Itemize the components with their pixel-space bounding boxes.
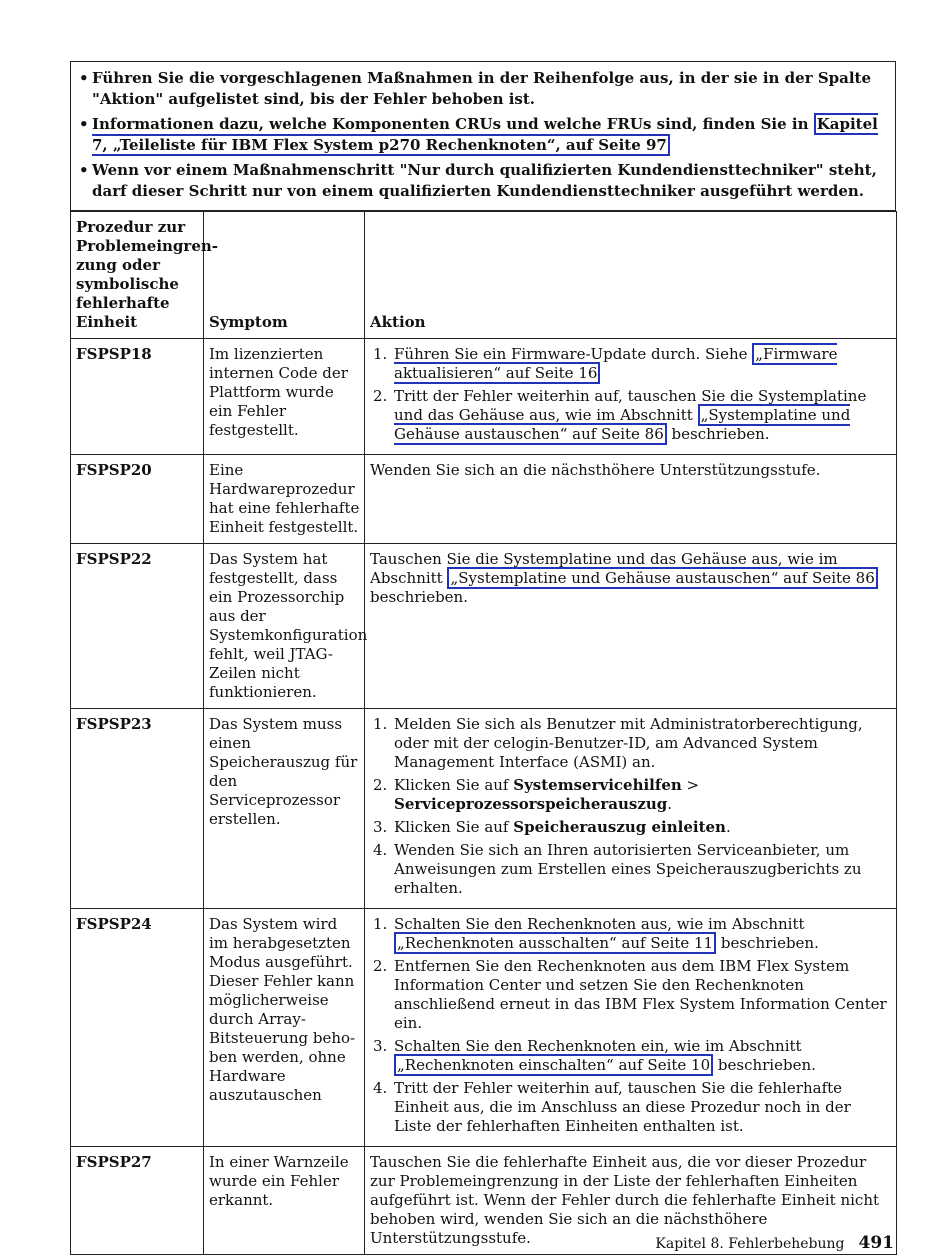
list-item: 2. Tritt der Fehler weiterhin auf, tauschen Sie die Systemplatine und das Gehäuse aus, wie im Abschnitt „Systemplatine und Gehäuse austauschen“ auf Seite 86 beschrieben. bbox=[373, 387, 867, 443]
list-item: 2. Entfernen Sie den Rechenknoten aus dem IBM Flex System Information Center und setzen Sie den Rechenknoten anschließend erneut in das IBM Flex System Information Center ein. bbox=[373, 957, 887, 1032]
list-item: 3. Schalten Sie den Rechenknoten ein, wie im Abschnitt „Rechenknoten einschalten“ auf Seite 10 beschrieben. bbox=[373, 1037, 816, 1074]
notes-box bbox=[70, 61, 896, 211]
note-item bbox=[79, 114, 885, 156]
procedure-code: FSPSP27 bbox=[71, 1147, 204, 1255]
list-item: 3. Klicken Sie auf Speicherauszug einleiten. bbox=[373, 818, 731, 836]
list-item: 1. Führen Sie ein Firmware-Update durch. Siehe „Firmware aktualisieren“ auf Seite 16 bbox=[373, 345, 838, 382]
table-header-row bbox=[71, 212, 897, 339]
table-row bbox=[71, 909, 897, 1147]
action-steps bbox=[370, 345, 892, 444]
symptom-text: In einer Warnzeile wurde ein Fehler erkannt. bbox=[204, 1147, 365, 1255]
note-text: Führen Sie die vorgeschlagenen Maßnahmen in der Reihenfolge aus, in der sie in der Spalte "Aktion" aufgelistet sind, bis der Fehler behoben ist. bbox=[92, 69, 872, 108]
list-item: 4. Wenden Sie sich an Ihren autorisierten Serviceanbieter, um Anweisungen zum Erstellen eines Speicherauszugberichts zu erhalten. bbox=[373, 841, 862, 897]
note-item bbox=[79, 68, 885, 110]
list-item: 1. Schalten Sie den Rechenknoten aus, wie im Abschnitt „Rechenknoten ausschalten“ auf Seite 11 beschrieben. bbox=[373, 915, 819, 952]
systemplatine-link[interactable]: „Systemplatine und Gehäuse austauschen“ auf Seite 86 bbox=[447, 567, 877, 589]
action-steps bbox=[370, 915, 892, 1136]
table-row bbox=[71, 339, 897, 455]
page-number: 491 bbox=[858, 1233, 894, 1253]
bullet: • bbox=[79, 69, 89, 87]
procedure-code: FSPSP23 bbox=[71, 709, 204, 909]
list-item: 4. Tritt der Fehler weiterhin auf, tauschen Sie die fehlerhafte Einheit aus, die im Anschluss an diese Prozedur noch in der Liste der fehlerhaften Einheiten enthalten ist. bbox=[373, 1079, 851, 1135]
note-item bbox=[79, 160, 885, 202]
firmware-link[interactable]: „Firmware aktualisieren“ auf Seite 16 bbox=[394, 345, 838, 382]
systemplatine-link[interactable]: „Systemplatine und Gehäuse austauschen“ auf Seite 86 bbox=[394, 406, 851, 443]
table-row bbox=[71, 709, 897, 909]
symptom-text: Im lizenzierten internen Code der Plattform wurde ein Fehler festgestellt. bbox=[204, 339, 365, 455]
action-cell bbox=[365, 709, 897, 909]
chapter-title: Kapitel 8. Fehlerbehebung bbox=[655, 1236, 845, 1252]
note-text: Wenn vor einem Maßnahmenschritt "Nur durch qualifizierten Kundendiensttechniker" steht, darf dieser Schritt nur von einem qualifizierten Kundendiensttechniker ausgeführt werden. bbox=[92, 161, 877, 200]
action-text: Tauschen Sie die fehlerhafte Einheit aus, die vor dieser Prozedur zur Problemeingrenzung in der Liste der fehlerhaften Einheiten aufgeführt ist. Wenn der Fehler durch die fehlerhafte Einheit nicht behoben wird, wenden Sie sich an die nächsthöhere Unterstützungsstufe. bbox=[365, 1147, 897, 1255]
procedure-code: FSPSP22 bbox=[71, 544, 204, 709]
chapter-link[interactable]: Kapitel 7, „Teileliste für IBM Flex System p270 Rechenknoten“, auf Seite 97 bbox=[92, 115, 878, 154]
symptom-text: Das System hat festgestellt, dass ein Prozessorchip aus der Systemkonfiguration fehlt, weil JTAG-Zeilen nicht funktionieren. bbox=[204, 544, 365, 709]
bullet: • bbox=[79, 161, 89, 179]
list-item: 1. Melden Sie sich als Benutzer mit Administratorberechtigung, oder mit der celogin-Benutzer-ID, am Advanced System Management Interface (ASMI) an. bbox=[373, 715, 863, 771]
table-row bbox=[71, 455, 897, 544]
symptom-text: Eine Hardwareprozedur hat eine fehlerhafte Einheit festgestellt. bbox=[204, 455, 365, 544]
procedure-table bbox=[70, 211, 897, 1255]
procedure-code: FSPSP20 bbox=[71, 455, 204, 544]
list-item: 2. Klicken Sie auf Systemservicehilfen > Serviceprozessorspeicherauszug. bbox=[373, 776, 700, 813]
symptom-text: Das System wird im herabgesetzten Modus ausgeführt. Dieser Fehler kann möglicherweise durch Array-Bitsteuerung behoben werden, ohne Hardware auszutauschen bbox=[204, 909, 365, 1147]
page-content bbox=[70, 61, 896, 1255]
note-text: Informationen dazu, welche Komponenten CRUs und welche FRUs sind, finden Sie in bbox=[92, 115, 814, 133]
action-cell: Tauschen Sie die Systemplatine und das Gehäuse aus, wie im Abschnitt „Systemplatine und Gehäuse austauschen“ auf Seite 86 beschrieben. bbox=[365, 544, 897, 709]
action-cell bbox=[365, 909, 897, 1147]
symptom-text: Das System muss einen Speicherauszug für den Serviceprozessor erstellen. bbox=[204, 709, 365, 909]
header-action: Aktion bbox=[365, 212, 897, 339]
action-steps bbox=[370, 715, 892, 898]
procedure-code: FSPSP24 bbox=[71, 909, 204, 1147]
header-symptom: Symptom bbox=[204, 212, 365, 339]
einschalten-link[interactable]: „Rechenknoten einschalten“ auf Seite 10 bbox=[394, 1054, 713, 1076]
header-procedure: Prozedur zur Problemeingrenzung oder symbolische fehlerhafte Einheit bbox=[71, 212, 204, 339]
bullet: • bbox=[79, 115, 89, 133]
table-row bbox=[71, 544, 897, 709]
page-footer bbox=[655, 1233, 894, 1253]
ausschalten-link[interactable]: „Rechenknoten ausschalten“ auf Seite 11 bbox=[394, 932, 716, 954]
procedure-code: FSPSP18 bbox=[71, 339, 204, 455]
action-text: Wenden Sie sich an die nächsthöhere Unterstützungsstufe. bbox=[365, 455, 897, 544]
action-cell bbox=[365, 339, 897, 455]
